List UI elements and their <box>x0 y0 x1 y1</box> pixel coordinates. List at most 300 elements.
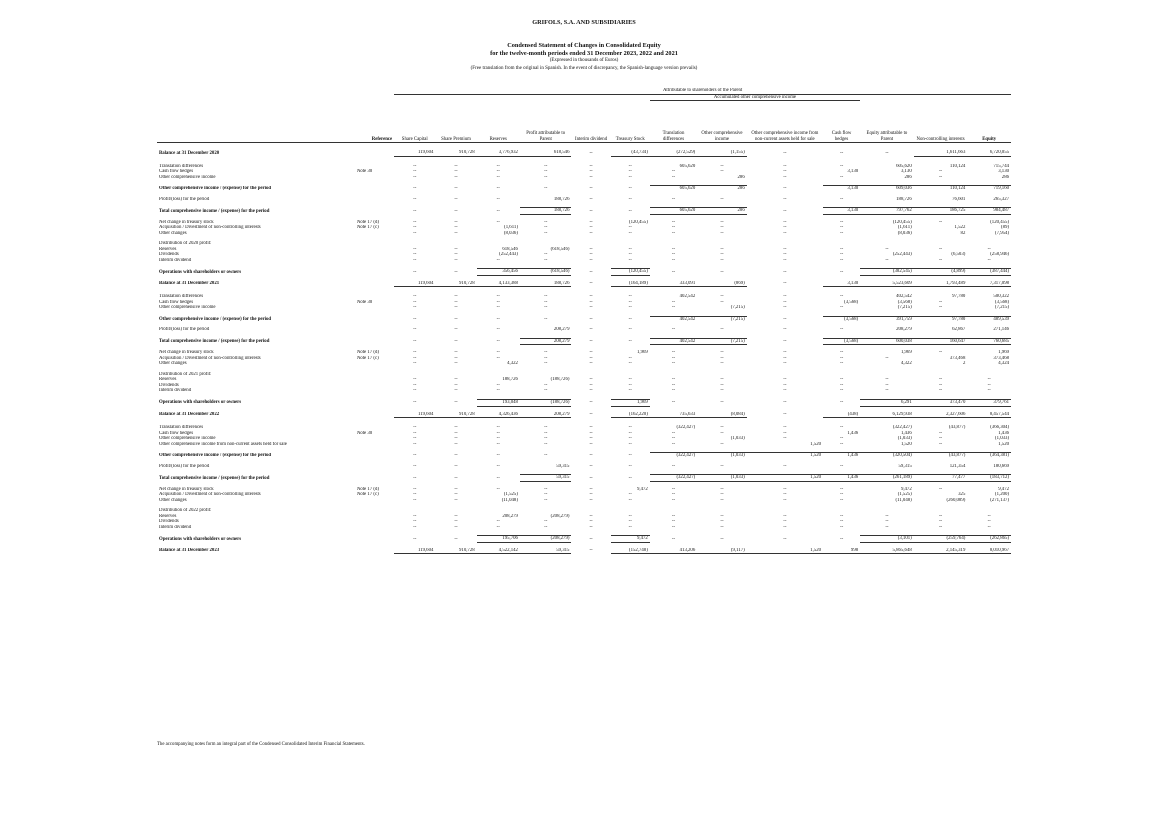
cell-value: -- <box>413 339 417 345</box>
cell-value: (7,215) <box>697 338 746 345</box>
cell-value: 59,315 <box>556 463 570 469</box>
cell-value: 618,546 <box>502 246 518 252</box>
row-label: Other comprehensive income <box>159 305 216 311</box>
cell-value: 9,472 <box>998 486 1009 492</box>
cell-value: -- <box>938 219 943 225</box>
cell-value: -- <box>783 361 787 367</box>
cell-value: -- <box>839 174 844 180</box>
row-label: Acquisition / Divestment of non-controlling interests <box>159 355 261 361</box>
cell-value: -- <box>589 453 593 459</box>
cell-value: -- <box>628 252 632 258</box>
cell-value: -- <box>413 492 417 498</box>
cell-value: -- <box>783 377 787 383</box>
cell-value: 286 <box>1001 174 1009 180</box>
cell-value: -- <box>839 513 844 519</box>
column-header: Equity <box>982 136 997 142</box>
cell-value: -- <box>589 219 593 225</box>
cell-value: -- <box>938 377 943 383</box>
cell-value: -- <box>589 536 593 542</box>
cell-value: (1,033) <box>730 436 745 442</box>
cell-value: -- <box>454 327 458 333</box>
cell-value: -- <box>589 281 593 287</box>
cell-value: -- <box>454 305 458 311</box>
cell-value: -- <box>544 186 548 192</box>
cell-value: (188,726) <box>550 377 570 383</box>
cell-value: -- <box>987 524 991 530</box>
row-label: Translation differences <box>159 425 204 431</box>
row-label: Total comprehensive income / (expense) for the period <box>159 339 270 345</box>
cell-value: 8,457,544 <box>967 412 1011 418</box>
cell-value: -- <box>454 453 458 459</box>
row-label: Translation differences <box>159 294 204 300</box>
cell-value: 609,036 <box>860 186 914 192</box>
row-label: Reserves <box>159 246 177 252</box>
cell-value: -- <box>720 492 724 498</box>
cell-value: (11,048) <box>501 497 518 503</box>
cell-value: -- <box>589 230 593 236</box>
column-header: Reserves <box>489 136 507 142</box>
cell-value: -- <box>938 299 943 305</box>
cell-value: -- <box>496 355 500 361</box>
cell-value: 1,522 <box>954 225 966 231</box>
cell-value: -- <box>413 246 417 252</box>
cell-value: 984,487 <box>967 208 1011 215</box>
cell-value: -- <box>454 186 458 192</box>
row-label: Profit/(loss) for the period <box>159 327 210 333</box>
cell-value: -- <box>589 305 593 311</box>
column-header: Share Premium <box>441 136 471 142</box>
cell-value: -- <box>544 350 548 356</box>
cell-value: 1,436 <box>823 475 860 482</box>
cell-value: -- <box>938 524 943 530</box>
cell-value: -- <box>544 257 548 263</box>
cell-value: -- <box>413 430 417 436</box>
cell-value: -- <box>454 388 458 394</box>
cell-value: -- <box>839 400 844 406</box>
cell-value: -- <box>783 492 787 498</box>
cell-value: -- <box>839 269 844 275</box>
table-row <box>157 548 1011 554</box>
cell-value: -- <box>544 492 548 498</box>
cell-value: (7,215) <box>697 316 746 322</box>
cell-value: -- <box>496 350 500 356</box>
row-label: Reserves <box>159 377 177 383</box>
cell-value: 735,633 <box>650 412 697 418</box>
cell-value: 605,620 <box>650 186 697 192</box>
cell-value: -- <box>720 219 724 225</box>
cell-value: (188,726) <box>520 399 572 406</box>
cell-value: (1,611) <box>897 225 912 231</box>
cell-value: -- <box>783 400 787 406</box>
cell-value: (120,455) <box>629 219 648 225</box>
cell-value: -- <box>885 513 889 519</box>
cell-value: -- <box>413 252 417 258</box>
cell-value: -- <box>413 497 417 503</box>
cell-value: -- <box>671 492 676 498</box>
cell-value: 489,539 <box>967 316 1011 322</box>
cell-value: (1,200) <box>995 492 1009 498</box>
cell-value: -- <box>839 382 844 388</box>
cell-value: -- <box>938 257 943 263</box>
cell-value: (4,899) <box>914 269 968 276</box>
cell-value: 3,130 <box>900 169 912 175</box>
cell-value: -- <box>454 513 458 519</box>
cell-value: -- <box>987 519 991 525</box>
cell-value: (438) <box>823 412 860 418</box>
cell-value: -- <box>496 316 500 322</box>
cell-value: -- <box>938 486 943 492</box>
cell-value: -- <box>671 486 676 492</box>
cell-value: -- <box>413 208 417 214</box>
cell-value: 1,520 <box>810 441 822 447</box>
cell-value: -- <box>783 355 787 361</box>
cell-value: -- <box>413 269 417 275</box>
cell-value: -- <box>720 400 724 406</box>
cell-value: -- <box>454 400 458 406</box>
cell-value: -- <box>628 377 632 383</box>
cell-value: -- <box>589 486 593 492</box>
cell-value: -- <box>885 377 889 383</box>
row-label: Other comprehensive income / (expense) for the period <box>159 316 272 322</box>
cell-value: (7,215) <box>995 305 1009 311</box>
cell-value: -- <box>839 377 844 383</box>
row-label: Other changes <box>159 361 187 367</box>
cell-value: 59,315 <box>520 475 572 482</box>
cell-value: -- <box>413 186 417 192</box>
cell-value: 402,542 <box>679 294 696 300</box>
cell-value: -- <box>839 441 844 447</box>
cell-value: -- <box>544 163 548 169</box>
cell-value: -- <box>783 463 787 469</box>
cell-value: -- <box>839 246 844 252</box>
cell-value: -- <box>885 382 889 388</box>
cell-value: -- <box>839 361 844 367</box>
cell-value: -- <box>544 230 548 236</box>
cell-value: -- <box>839 436 844 442</box>
cell-value: (1,033) <box>897 436 912 442</box>
cell-value: (43,734) <box>611 150 650 156</box>
cell-value: -- <box>589 430 593 436</box>
cell-value: -- <box>885 257 889 263</box>
cell-value: (6,503) <box>951 252 966 258</box>
cell-value: -- <box>454 441 458 447</box>
cell-value: -- <box>589 475 593 481</box>
cell-value: -- <box>839 463 844 469</box>
cell-value: 2 <box>962 361 966 367</box>
cell-value: -- <box>720 388 724 394</box>
cell-value: (120,455) <box>990 219 1009 225</box>
cell-value: 188,726 <box>520 281 572 287</box>
attributable-group-header: Attributable to shareholders of the Parent <box>394 88 1011 94</box>
cell-value: -- <box>496 299 500 305</box>
row-label: Dividends <box>159 252 179 258</box>
cell-value: -- <box>589 186 593 192</box>
cell-value: (120,455) <box>611 269 650 276</box>
cell-value: -- <box>839 305 844 311</box>
cell-value: -- <box>720 519 724 525</box>
cell-value: 760,685 <box>967 338 1011 345</box>
cell-value: -- <box>589 252 593 258</box>
cell-value: -- <box>671 430 676 436</box>
row-label: Net change in treasury stock <box>159 350 214 356</box>
cell-value: -- <box>839 519 844 525</box>
cell-value: 1,436 <box>823 453 860 459</box>
column-header: Interim dividend <box>575 136 608 142</box>
cell-value: -- <box>671 536 676 542</box>
cell-value: 373,470 <box>914 399 968 406</box>
cell-value: 119,604 <box>394 150 435 156</box>
row-label: Other comprehensive income <box>159 174 216 180</box>
cell-value: -- <box>589 196 593 202</box>
cell-value: -- <box>413 257 417 263</box>
cell-value: -- <box>671 299 676 305</box>
cell-value: -- <box>671 524 676 530</box>
cell-value: 3,130 <box>823 186 860 192</box>
cell-value: -- <box>628 497 632 503</box>
cell-value: -- <box>628 339 632 345</box>
cell-value: -- <box>413 219 417 225</box>
cell-value: -- <box>413 377 417 383</box>
cell-value: -- <box>544 430 548 436</box>
cell-value: 1,520 <box>900 441 912 447</box>
row-label: Interim dividend <box>159 524 192 530</box>
cell-value: -- <box>589 524 593 530</box>
cell-value: -- <box>628 436 632 442</box>
column-header: Translation differences <box>662 131 685 142</box>
cell-value: -- <box>783 412 787 417</box>
cell-value: -- <box>454 174 458 180</box>
currency-note: (Expressed in thousands of Euros) <box>549 58 619 63</box>
cell-value: -- <box>938 382 943 388</box>
cell-value: -- <box>454 246 458 252</box>
cell-value: -- <box>544 316 548 322</box>
cell-value: 188,726 <box>520 208 572 215</box>
cell-value: -- <box>589 425 593 431</box>
row-reference: Note 17 (c) <box>356 355 379 361</box>
row-label: Balance at 31 December 2021 <box>159 281 220 287</box>
cell-value: -- <box>454 225 458 231</box>
cell-value: -- <box>413 400 417 406</box>
cell-value: -- <box>413 305 417 311</box>
cell-value: -- <box>938 305 943 311</box>
cell-value: -- <box>720 377 724 383</box>
column-header: Share Capital <box>401 136 428 142</box>
row-reference: Note 30 <box>356 169 373 175</box>
column-header: Treasury Stock <box>615 136 645 142</box>
cell-value: (208,279) <box>520 536 572 543</box>
cell-value: -- <box>496 196 500 202</box>
cell-value: -- <box>720 430 724 436</box>
cell-value: -- <box>413 327 417 333</box>
cell-value: -- <box>454 436 458 442</box>
cell-value: -- <box>496 430 500 436</box>
cell-value: -- <box>839 536 844 542</box>
cell-value: -- <box>839 425 844 431</box>
cell-value: (618,546) <box>520 269 572 276</box>
cell-value: -- <box>496 339 500 345</box>
cell-value: -- <box>671 436 676 442</box>
cell-value: 391,759 <box>860 316 914 322</box>
cell-value: -- <box>671 174 676 180</box>
cell-value: 1,969 <box>637 350 648 356</box>
cell-value: (322,427) <box>892 425 912 431</box>
cell-value: -- <box>720 486 724 492</box>
cell-value: -- <box>413 453 417 459</box>
cell-value: -- <box>783 196 787 202</box>
cell-value: -- <box>783 294 787 300</box>
cell-value: (1,033) <box>697 453 746 459</box>
cell-value: -- <box>628 327 632 333</box>
row-label: Distribution of 2020 profit: <box>159 241 212 247</box>
cell-value: -- <box>720 513 724 519</box>
cell-value: (382,545) <box>860 269 914 276</box>
cell-value: -- <box>628 453 632 459</box>
cell-value: -- <box>454 169 458 175</box>
row-label: Distribution of 2022 profit: <box>159 508 212 514</box>
cell-value: -- <box>720 294 724 300</box>
cell-value: (120,455) <box>892 219 912 225</box>
cell-value: -- <box>454 492 458 498</box>
cell-value: -- <box>544 219 548 225</box>
cell-value: -- <box>589 327 593 333</box>
cell-value: 5,523,609 <box>860 281 914 287</box>
row-label: Other comprehensive income <box>159 436 216 442</box>
cell-value: -- <box>885 524 889 530</box>
cell-value: (8,036) <box>503 230 518 236</box>
cell-value: -- <box>496 294 500 300</box>
cell-value: 373,468 <box>993 355 1009 361</box>
cell-value: 618,546 <box>520 150 572 156</box>
cell-value: 286 <box>697 208 746 215</box>
cell-value: -- <box>413 436 417 442</box>
cell-value: -- <box>589 257 593 263</box>
cell-value: (1,611) <box>504 225 518 231</box>
cell-value: -- <box>839 497 844 503</box>
cell-value: -- <box>720 163 724 169</box>
cell-value: -- <box>671 497 676 503</box>
column-header: Non-controlling interests <box>916 136 965 142</box>
cell-value: 356,456 <box>477 269 520 276</box>
cell-value: 9,472 <box>637 486 648 492</box>
cell-value: 6,720,055 <box>967 150 1011 156</box>
cell-value: (3,101) <box>860 536 914 543</box>
cell-value: 910,728 <box>435 548 476 554</box>
translation-note: (Free translation from the original in Spanish. In the event of discrepancy, the Spanish-language version prevails) <box>470 66 698 71</box>
cell-value: -- <box>628 513 632 519</box>
cell-value: -- <box>783 339 787 345</box>
cell-value: -- <box>496 382 500 388</box>
row-label: Interim dividend <box>159 257 192 263</box>
cell-value: 76,601 <box>952 196 966 202</box>
cell-value: -- <box>454 257 458 263</box>
cell-value: (366,304) <box>990 425 1009 431</box>
cell-value: -- <box>413 388 417 394</box>
cell-value: 271,146 <box>993 327 1009 333</box>
column-header: Other comprehensive income from non-current assets held for sale <box>751 131 819 142</box>
cell-value: -- <box>839 150 844 156</box>
cell-value: -- <box>938 441 943 447</box>
cell-value: 9,472 <box>900 486 912 492</box>
cell-value: -- <box>454 524 458 530</box>
cell-value: 605,620 <box>650 208 697 215</box>
row-reference: Note 30 <box>356 430 373 436</box>
cell-value: 2,145,319 <box>914 548 968 554</box>
cell-value: -- <box>589 361 593 367</box>
row-label: Balance at 31 December 2022 <box>159 412 220 417</box>
cell-value: -- <box>413 174 417 180</box>
cell-value: -- <box>720 327 724 333</box>
cell-value: -- <box>839 492 844 498</box>
cell-value: -- <box>671 513 676 519</box>
cell-value: -- <box>671 350 676 356</box>
cell-value: 180,669 <box>993 463 1009 469</box>
cell-value: -- <box>628 430 632 436</box>
cell-value: -- <box>628 524 632 530</box>
cell-value: -- <box>839 524 844 530</box>
cell-value: -- <box>454 475 458 481</box>
column-header: Other comprehensive income <box>701 131 743 142</box>
cell-value: (1,155) <box>697 150 746 156</box>
cell-value: -- <box>720 246 724 252</box>
cell-value: -- <box>496 475 500 481</box>
cell-value: -- <box>589 208 593 214</box>
cell-value: -- <box>720 355 724 361</box>
cell-value: 4,322 <box>900 361 912 367</box>
cell-value: -- <box>454 208 458 214</box>
cell-value: -- <box>589 150 593 156</box>
cell-value: 59,315 <box>520 548 572 554</box>
cell-value: (252,443) <box>499 252 518 258</box>
cell-value: (1,033) <box>697 475 746 482</box>
cell-value: (11,048) <box>895 497 912 503</box>
cell-value: -- <box>589 225 593 231</box>
cell-value: -- <box>413 536 417 542</box>
cell-value: -- <box>544 361 548 367</box>
cell-value: -- <box>413 425 417 431</box>
cell-value: -- <box>628 388 632 394</box>
cell-value: 4,133,388 <box>477 281 520 287</box>
cell-value: 3,130 <box>847 169 859 175</box>
cell-value: -- <box>783 524 787 530</box>
cell-value: -- <box>496 257 500 263</box>
cell-value: -- <box>783 513 787 519</box>
cell-value: -- <box>496 208 500 214</box>
cell-value: -- <box>938 246 943 252</box>
cell-value: 188,726 <box>502 377 518 383</box>
cell-value: 265,327 <box>993 196 1009 202</box>
row-reference <box>317 548 394 554</box>
cell-value: -- <box>938 169 943 175</box>
cell-value: 402,542 <box>650 338 697 345</box>
cell-value: -- <box>839 355 844 361</box>
cell-value: -- <box>671 519 676 525</box>
cell-value: -- <box>544 497 548 503</box>
row-label: Total comprehensive income / (expense) for the period <box>159 208 270 214</box>
cell-value: -- <box>671 305 676 311</box>
cell-value: -- <box>783 305 787 311</box>
cell-value: 188,726 <box>896 196 912 202</box>
cell-value: -- <box>839 225 844 231</box>
cell-value: -- <box>454 316 458 322</box>
cell-value: -- <box>783 382 787 388</box>
cell-value: -- <box>589 174 593 180</box>
cell-value: -- <box>589 436 593 442</box>
cell-value: -- <box>589 299 593 305</box>
cell-value: (208,279) <box>550 513 570 519</box>
cell-value: -- <box>589 388 593 394</box>
cell-value: 4,324 <box>998 361 1009 367</box>
cell-value: 402,542 <box>896 294 912 300</box>
